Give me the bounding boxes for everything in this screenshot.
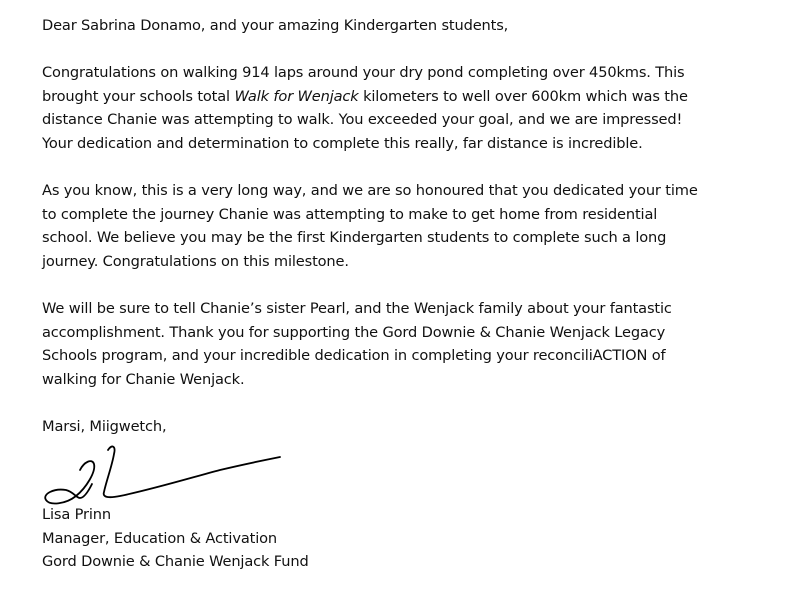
salutation: Dear Sabrina Donamo, and your amazing Kindergarten students, [42,17,509,34]
paragraph-thanks [42,297,792,391]
paragraph-line: accomplishment. Thank you for supporting the Gord Downie & Chanie Wenjack Legacy [42,323,666,341]
signer-title: Manager, Education & Activation [42,529,277,547]
paragraph-line: to complete the journey Chanie was attempting to make to get home from residential [42,205,658,223]
paragraph-gap [42,274,792,298]
paragraph-gap [42,38,792,62]
text-segment: kilometers to well over 600km which was the [358,87,688,105]
walk-for-wenjack-title: Walk for Wenjack [234,87,359,105]
text-segment: brought your schools total [42,87,235,105]
paragraph-line [42,85,792,109]
paragraph-line: As you know, this is a very long way, and we are so honoured that you dedicated your time [42,182,698,200]
handwritten-signature [40,440,285,510]
closing: Marsi, Miigwetch, [42,418,167,436]
paragraph-line: We will be sure to tell Chanie’s sister Pearl, and the Wenjack family about your fantastic [42,300,672,318]
paragraph-line: Congratulations on walking 914 laps around your dry pond completing over 450kms. This [42,64,685,82]
signature-stroke [45,461,94,503]
paragraph-journey [42,179,792,273]
paragraph-line: Schools program, and your incredible dedication in completing your reconciliACTION of [42,347,666,365]
paragraph-gap [42,156,792,180]
signer-organization: Gord Downie & Chanie Wenjack Fund [42,553,309,571]
paragraph-line: walking for Chanie Wenjack. [42,370,245,388]
letter-body [42,14,792,439]
signature-stroke [104,447,280,498]
paragraph-gap [42,392,792,416]
signer-name: Lisa Prinn [42,506,111,523]
paragraph-line: Your dedication and determination to complete this really, far distance is incredible. [42,134,643,152]
paragraph-line: school. We believe you may be the first Kindergarten students to complete such a long [42,229,667,247]
paragraph-line: distance Chanie was attempting to walk. You exceeded your goal, and we are impressed! [42,111,683,129]
paragraph-line: journey. Congratulations on this milestone. [42,252,349,270]
signature-block [42,503,309,574]
paragraph-congratulations [42,61,792,155]
